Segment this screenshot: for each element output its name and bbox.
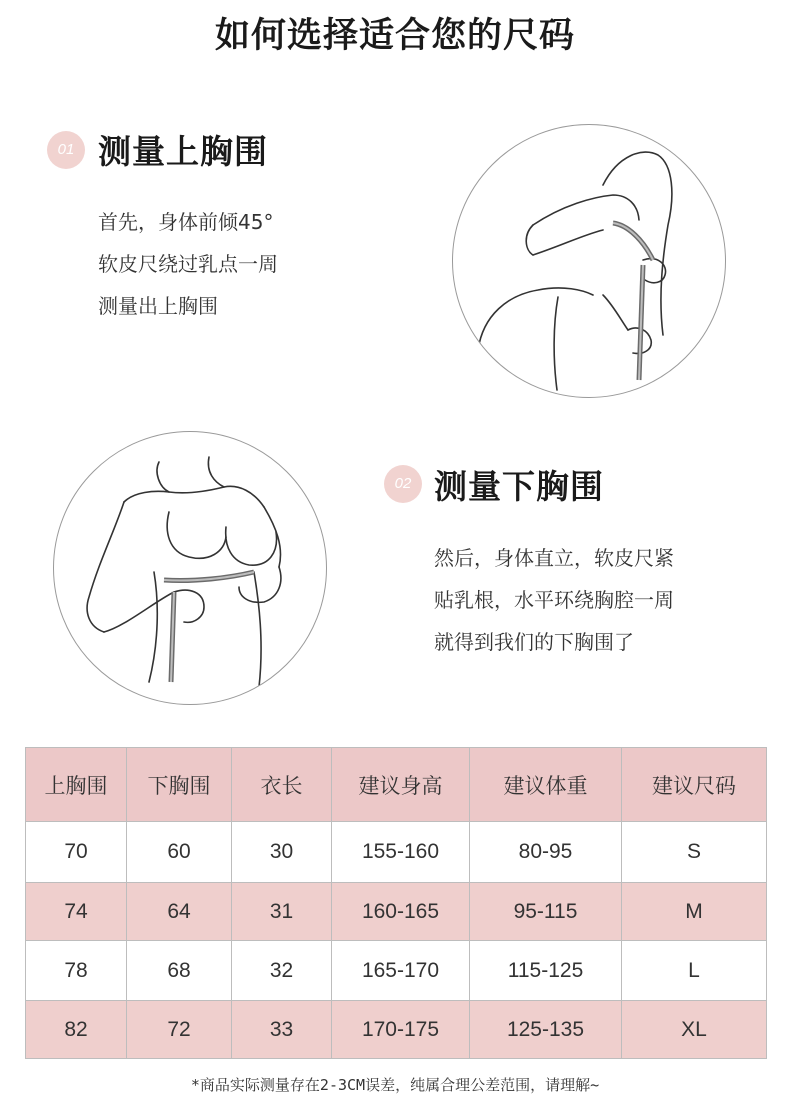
table-cell: 155-160 bbox=[332, 822, 470, 883]
step-1-line: 测量出上胸围 bbox=[98, 294, 218, 318]
table-row bbox=[26, 883, 767, 941]
table-cell: 165-170 bbox=[332, 941, 470, 1001]
table-cell: 125-135 bbox=[470, 1001, 622, 1059]
step-2-text bbox=[434, 537, 674, 663]
step-1-measuring-illustration bbox=[452, 124, 726, 398]
step-2-line: 就得到我们的下胸围了 bbox=[434, 630, 634, 654]
step-1-figure-drawing bbox=[453, 125, 725, 397]
column-header: 衣长 bbox=[232, 748, 332, 822]
table-cell: 170-175 bbox=[332, 1001, 470, 1059]
table-cell: 95-115 bbox=[470, 883, 622, 941]
step-1-badge: 01 bbox=[47, 131, 85, 169]
table-cell: S bbox=[622, 822, 767, 883]
table-cell: 115-125 bbox=[470, 941, 622, 1001]
table-cell: L bbox=[622, 941, 767, 1001]
table-row bbox=[26, 1001, 767, 1059]
table-cell: 31 bbox=[232, 883, 332, 941]
table-cell: 80-95 bbox=[470, 822, 622, 883]
table-cell: 68 bbox=[127, 941, 232, 1001]
table-cell: 70 bbox=[26, 822, 127, 883]
table-row bbox=[26, 822, 767, 883]
page-title: 如何选择适合您的尺码 bbox=[214, 16, 575, 56]
step-2-line: 贴乳根，水平环绕胸腔一周 bbox=[434, 588, 674, 612]
column-header: 下胸围 bbox=[127, 748, 232, 822]
table-cell: XL bbox=[622, 1001, 767, 1059]
step-1-line: 软皮尺绕过乳点一周 bbox=[98, 252, 278, 276]
table-cell: 60 bbox=[127, 822, 232, 883]
table-cell: M bbox=[622, 883, 767, 941]
size-chart-table bbox=[25, 747, 767, 1059]
step-2-measuring-illustration bbox=[53, 431, 327, 705]
table-cell: 82 bbox=[26, 1001, 127, 1059]
column-header: 建议身高 bbox=[332, 748, 470, 822]
table-cell: 72 bbox=[127, 1001, 232, 1059]
table-cell: 74 bbox=[26, 883, 127, 941]
table-cell: 32 bbox=[232, 941, 332, 1001]
table-cell: 78 bbox=[26, 941, 127, 1001]
step-2-badge: 02 bbox=[384, 465, 422, 503]
table-cell: 33 bbox=[232, 1001, 332, 1059]
table-cell: 64 bbox=[127, 883, 232, 941]
table-header-row bbox=[26, 748, 767, 822]
column-header: 建议尺码 bbox=[622, 748, 767, 822]
step-1-title: 测量上胸围 bbox=[98, 132, 268, 171]
step-2-line: 然后，身体直立，软皮尺紧 bbox=[434, 546, 674, 570]
step-2-figure-drawing bbox=[54, 432, 326, 704]
step-1-line: 首先，身体前倾45° bbox=[98, 210, 274, 234]
table-cell: 30 bbox=[232, 822, 332, 883]
step-2-title: 测量下胸围 bbox=[434, 467, 604, 506]
footnote: *商品实际测量存在2-3CM误差，纯属合理公差范围，请理解~ bbox=[190, 1076, 600, 1094]
column-header: 上胸围 bbox=[26, 748, 127, 822]
step-1-text bbox=[98, 201, 278, 327]
table-cell: 160-165 bbox=[332, 883, 470, 941]
table-row bbox=[26, 941, 767, 1001]
column-header: 建议体重 bbox=[470, 748, 622, 822]
